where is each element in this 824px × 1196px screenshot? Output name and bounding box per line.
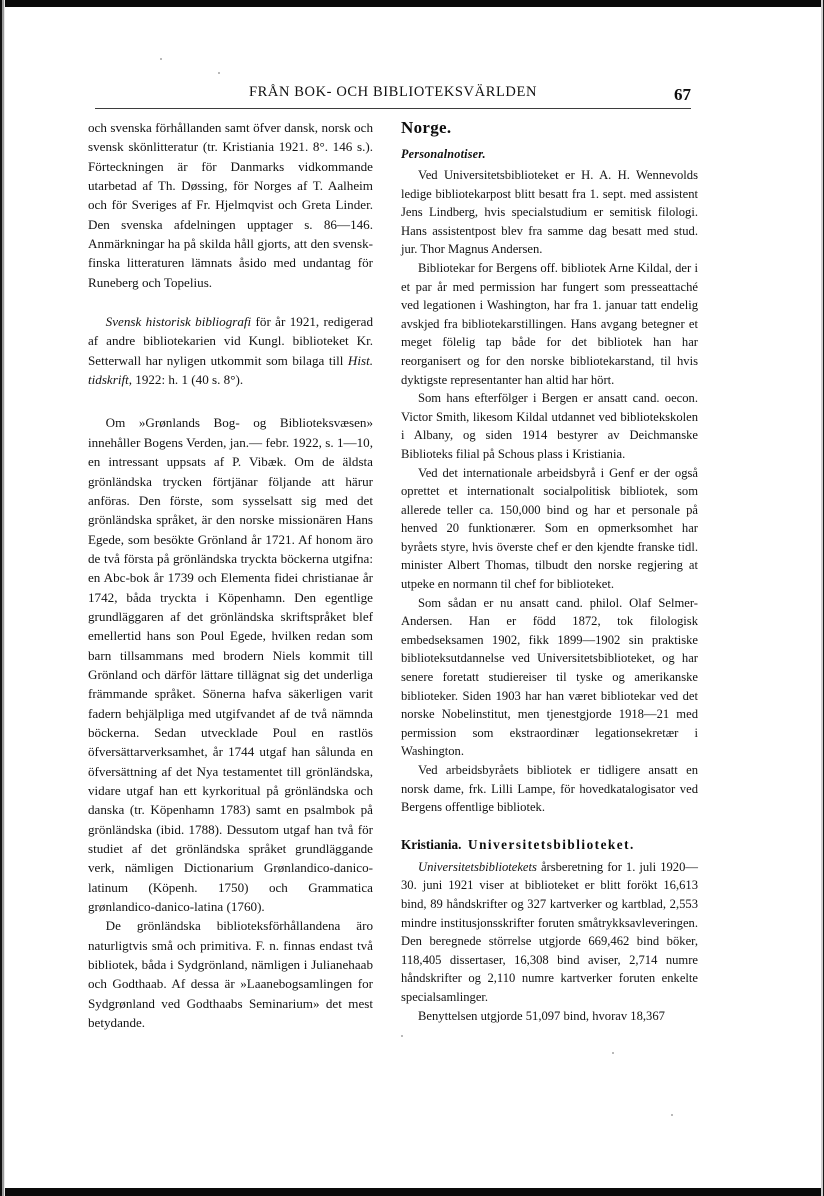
paragraph-spacer [401, 817, 698, 837]
paragraph-olaf-selmer-andersen: Som sådan er nu ansatt cand. philol. Olaf Selmer-Andersen. Han er född 1872, tok filologisk embedseksamen 1902, fikk 1899—1902 sin praktiske biblioteksutdannelse ved Universitetsbiblioteket, og har senere foretatt studiereiser til tyske og amerikanske biblioteker. Siden 1903 har han været bibliotekar ved det norske Nobelinstitut, men tjenestgjorde 1918—21 med permission som ekstraordinær legationsekretær i Washington. [401, 595, 698, 759]
paragraph-arne-kildal: Bibliotekar for Bergens off. bibliotek Arne Kildal, der i et par år med permission har fungert som presseattaché ved legationen i Washington, har fra 1. januar tatt endelig avskjed fra bibliotekarstillingen. Hans avgang betegner et meget fölelig tap både for det bibliotek han har reorganisert og for den norske bibliotekarstand, til hvis dyktigste representanter han altid har hört. [401, 260, 698, 387]
paragraph-gronlandska-bibliotek: De grönländska biblioteksförhållandena äro naturligtvis små och primitiva. F. n. finnas endast två bibliotek, båda i Sydgrönland, nämligen i Julianehaab och Godthaab. Af dessa är »Laanebogsamlingen for Sydgrønland ved Godthaabs Seminarium» det mest betydande. [88, 918, 373, 1031]
paragraph-spacer [88, 292, 373, 312]
running-head [95, 84, 691, 109]
paragraph-gronlands-bog: Om »Grønlands Bog- og Biblioteksvæsen» innehåller Bogens Verden, jan.— febr. 1922, s. 1—10, en intressant uppsats af P. Vibæk. Om de äldsta grönländska trycken förtjänar följande att härur anföras. Den förste, som sysselsatt sig med det grönländska språket, är den norske missionären Hans Egede, som besökte Grönland år 1721. Af honom äro de två första på grönländska tryckta böckerna utgifna: en Abc-bok år 1739 och Elementa fidei christianae år 1742, båda tryckta i Köpenhamn. Den egentlige grundläggaren af det grönländska skriftspråket blef emellertid hans son Poul Egede, hvilken redan som barn tillsammans med brodern Niels kommit till Grönland och därför lättare tillägnat sig det underliga främmande språket. Sönerna hafva säkerligen varit fadern behjälpliga med utgifvandet af de två nämnda böckerna. Sedan utvecklade Poul en rastlös öfversättarverksamhet, år 1744 utgaf han sålunda en öfversättning af det Nya testamentet till grönländska, vidare utgaf han ett kyrkoritual på grönländska och danska (tr. Köpenhamn 1783) samt en psalmbok på grönländska (ibid. 1788). Dessutom utgaf han två för studiet af det grönländska språket grundläggande verk, nämligen Dictionarium Grønlandico-danico-latinum (Köpenh. 1750) och Grammatica grønlandico-danico-latina (1760). [88, 415, 373, 915]
title-hist-tidskrift: Hist. tidskrift, [88, 352, 373, 388]
paragraph-body: för år 1921, redigerad af andre bibliotekarien vid Kungl. biblioteket Kr. Setterwall har nyligen utkommit som bilaga till [88, 314, 373, 368]
paragraph-svensk-historisk-bibliografi [88, 312, 373, 389]
place-heading-kristiania [401, 837, 698, 853]
header-rule [95, 108, 691, 109]
paragraph-lilli-lampe: Ved arbeidsbyråets bibliotek er tidligere ansatt en norsk dame, frk. Lilli Lampe, för hovedkatalogisator ved Bergens offentlige bibliotek. [401, 763, 698, 815]
scan-speck [612, 1052, 614, 1054]
subheading-personalnotiser: Personalnotiser. [401, 147, 486, 161]
scan-edge-left [0, 0, 5, 1196]
scan-edge-bottom [0, 1188, 824, 1196]
paragraph-denmark-bibliography: och svenska förhållanden samt öfver dansk, norsk och svensk skönlitteratur (tr. Kristiania 1921. 8°. 146 s.). Förteckningen är för Danmarks vidkommande utarbetad af Th. Døssing, för Norges af T. Aalheim och för Sveriges af Fr. Hjelmqvist och Greta Linder. Den svenska afdelningen upptager s. 86—146. Anmärkningar ha på skilda håll gjorts, att den svensk-finska litteraturen lämnats åsido med undantag för Runeberg och Topelius. [88, 120, 373, 290]
paragraph-spacer [88, 389, 373, 413]
paragraph-body: årsberetning for 1. juli 1920—30. juni 1921 viser at biblioteket er blitt forökt 16,613 bind, 89 håndskrifter og 327 kartverker og kartblad, 2,553 mindre institusjonsskrifter foruten småtrykksavleveringen. Den beregnede störrelse utgjorde 669,462 bind böker, 118,405 dissertaser, 16,308 bind aviser, 2,714 numre håndskrifter og 2,110 numre kartverker foruten enkelte specialsamlinger. [401, 859, 698, 1004]
scan-edge-top [0, 0, 824, 7]
place-heading-place: Kristiania. [401, 836, 462, 852]
page-number: 67 [674, 85, 691, 104]
paragraph-victor-smith: Som hans efterfölger i Bergen er ansatt cand. oecon. Victor Smith, likesom Kildal utdannet ved bibliotekskolen i Albany, og siden 1914 bestyrer av Deichmanske Biblioteks filial på Schous plass i Kristiania. [401, 391, 698, 461]
scan-speck [401, 1035, 403, 1037]
title-universitetsbibliotekets: Universitetsbibliotekets [418, 859, 537, 874]
column-right [401, 118, 698, 1032]
scan-speck [218, 72, 220, 74]
paragraph-universitetsbiblioteket-wennevold: Ved Universitetsbiblioteket er H. A. H. Wennevolds ledige bibliotekarpost blitt besatt fra 1. sept. med assistent Jens Lindberg, hvis specialstudium er semitisk filologi. Hans assistentpost blev fra samme dag besatt med stud. jur. Thor Magnus Andersen. [401, 168, 698, 257]
scan-speck [160, 58, 162, 60]
place-heading-institution: Universitetsbiblioteket. [468, 836, 635, 852]
paragraph-benyttelsen: Benyttelsen utgjorde 51,097 bind, hvorav 18,367 [418, 1008, 665, 1023]
paragraph-body-tail: 1922: h. 1 (40 s. 8°). [132, 372, 244, 388]
running-head-title: FRÅN BOK- OCH BIBLIOTEKSVÄRLDEN [248, 84, 538, 100]
paragraph-arbeidsbyra-genf: Ved det internationale arbeidsbyrå i Genf er der også oprettet et internationalt socialpolitisk bibliotek, som allerede teller ca. 150,000 bind og har et personale på henved 20 funktionærer. Som en opmerksomhet har byråets styre, hvis överste chef er den kjendte franske tidl. minister Albert Thomas, tilbudt den norske regjering at utpeke en normann til chef for biblioteket. [401, 465, 698, 592]
column-left [88, 118, 385, 1032]
scan-speck [671, 1114, 673, 1116]
title-svensk-historisk-bibliografi: Svensk historisk bibliografi [105, 314, 252, 330]
paragraph-arsberetning [401, 858, 698, 1007]
column-gutter [385, 118, 401, 1032]
body-columns [88, 118, 698, 1032]
section-heading-norge: Norge. [401, 118, 452, 137]
